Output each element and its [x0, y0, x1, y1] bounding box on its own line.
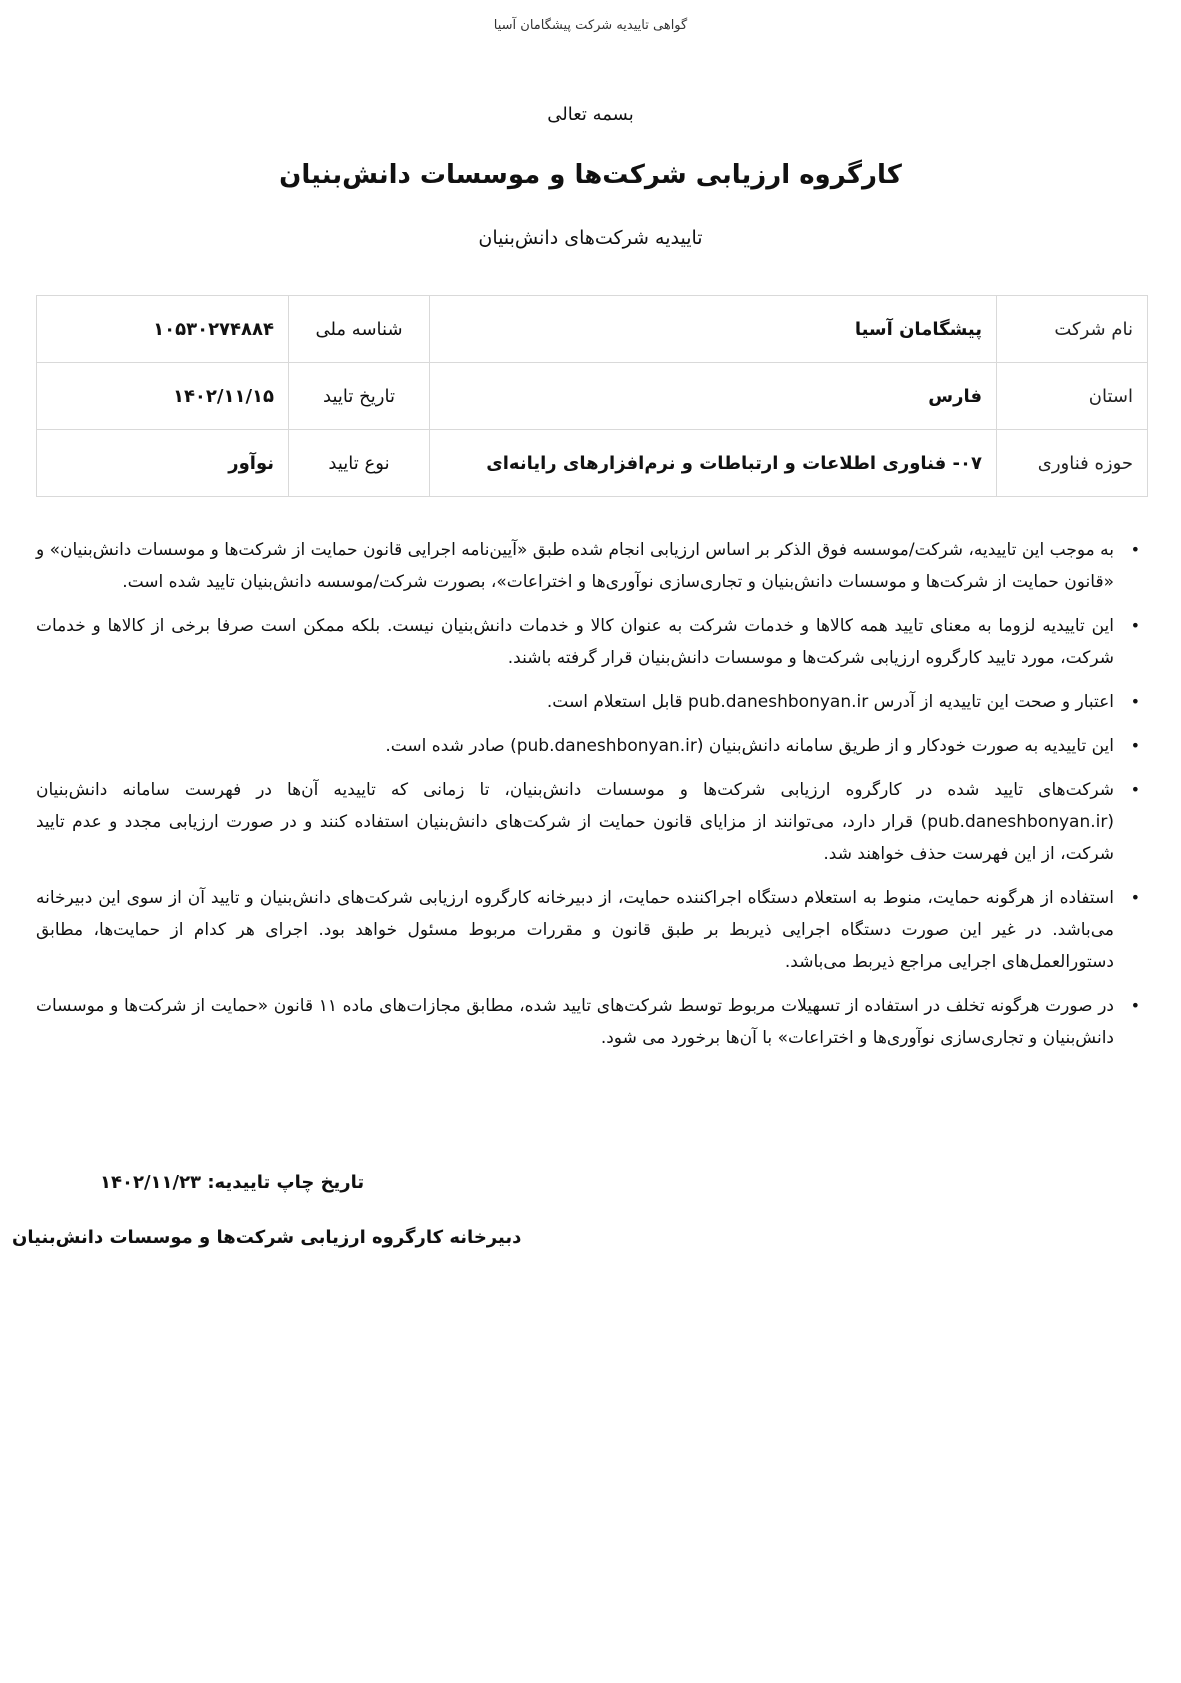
note-text: به موجب این تاییدیه، شرکت/موسسه فوق الذکر بر اساس ارزیابی انجام شده طبق «آیین‌نامه اجرایی قانون حمایت از شرکت‌ها و موسسات دانش‌بنیان» و «قانون حمایت از شرکت‌ها و موسسات دانش‌بنیان و تجاری‌سازی نوآوری‌ها و اختراعات»، بصورت شرکت/موسسه دانش‌بنیان تایید شده است.: [36, 540, 1114, 592]
header-caption: گواهی تاییدیه شرکت پیشگامان آسیا: [493, 18, 688, 33]
national-id-value: ۱۰۵۳۰۲۷۴۸۸۴: [37, 296, 289, 363]
province-value: فارس: [430, 363, 997, 430]
bullet-icon: •: [1130, 996, 1140, 1015]
bullet-icon: •: [1130, 692, 1140, 711]
note-text: این تاییدیه به صورت خودکار و از طریق سامانه دانش‌بنیان (pub.daneshbonyan.ir) صادر شده است.: [385, 736, 1114, 756]
approval-date-label: تاریخ تایید: [289, 363, 430, 430]
national-id-label: شناسه ملی: [289, 296, 430, 363]
table-row: [37, 430, 1148, 497]
note-text: اعتبار و صحت این تاییدیه از آدرس pub.daneshbonyan.ir قابل استعلام است.: [546, 692, 1114, 712]
list-item: [36, 686, 1140, 718]
list-item: [36, 610, 1140, 674]
page-subtitle: تاییدیه شرکت‌های دانش‌بنیان: [478, 227, 703, 249]
note-text: در صورت هرگونه تخلف در استفاده از تسهیلات مربوط توسط شرکت‌های تایید شده، مطابق مجازات‌های ماده ۱۱ قانون «حمایت از شرکت‌ها و موسسات دانش‌بنیان و تجاری‌سازی نوآوری‌ها و اختراعات» با آن‌ها برخورد می شود.: [36, 996, 1114, 1048]
approval-date-value: ۱۴۰۲/۱۱/۱۵: [37, 363, 289, 430]
list-item: [36, 882, 1140, 978]
tech-field-label: حوزه فناوری: [997, 430, 1148, 497]
company-info-table: [36, 295, 1148, 497]
note-text: استفاده از هرگونه حمایت، منوط به استعلام دستگاه اجراکننده حمایت، از دبیرخانه کارگروه ارزیابی شرکت‌های دانش‌بنیان و تایید آن از سوی این دبیرخانه می‌باشد. در غیر این صورت دستگاه اجرایی ذیربط بر طبق قانون و مقررات مربوط مسئول خواهد بود. اجرای هر کدام از حمایت‌ها، مطابق دستورالعمل‌های اجرایی مراجع ذیربط می‌باشد.: [36, 888, 1114, 972]
bullet-icon: •: [1130, 616, 1140, 635]
page-title: کارگروه ارزیابی شرکت‌ها و موسسات دانش‌بنیان: [279, 160, 902, 190]
print-date-label: تاریخ چاپ تاییدیه:: [207, 1172, 365, 1193]
note-text: شرکت‌های تایید شده در کارگروه ارزیابی شرکت‌ها و موسسات دانش‌بنیان، تا زمانی که تاییدیه آن‌ها در فهرست سامانه دانش‌بنیان (pub.daneshbonyan.ir) قرار دارد، می‌توانند از مزایای قانون حمایت از شرکت‌های دانش‌بنیان استفاده کنند و در صورت ارزیابی مجدد و عدم تایید شرکت، از این فهرست حذف خواهند شد.: [36, 780, 1114, 864]
bullet-icon: •: [1130, 736, 1140, 755]
list-item: [36, 990, 1140, 1054]
bullet-icon: •: [1130, 540, 1140, 559]
list-item: [36, 774, 1140, 870]
approval-type-value: نوآور: [37, 430, 289, 497]
bullet-icon: •: [1130, 780, 1140, 799]
company-name-value: پیشگامان آسیا: [430, 296, 997, 363]
tech-field-value: ۰۷- فناوری اطلاعات و ارتباطات و نرم‌افزارهای رایانه‌ای: [430, 430, 997, 497]
print-date-value: ۱۴۰۲/۱۱/۲۳: [100, 1172, 202, 1193]
bullet-icon: •: [1130, 888, 1140, 907]
approval-type-label: نوع تایید: [289, 430, 430, 497]
table-row: [37, 363, 1148, 430]
province-label: استان: [997, 363, 1148, 430]
list-item: [36, 534, 1140, 598]
basmala: بسمه تعالی: [547, 104, 634, 125]
table-row: [37, 296, 1148, 363]
note-text: این تاییدیه لزوما به معنای تایید همه کالاها و خدمات شرکت به عنوان کالا و خدمات دانش‌بنیان نیست. بلکه ممکن است صرفا برخی از کالاها و خدمات شرکت، مورد تایید کارگروه ارزیابی شرکت‌ها و موسسات دانش‌بنیان قرار گرفته باشند.: [36, 616, 1114, 668]
print-date: [100, 1172, 364, 1193]
company-name-label: نام شرکت: [997, 296, 1148, 363]
secretariat-signature: دبیرخانه کارگروه ارزیابی شرکت‌ها و موسسات دانش‌بنیان: [12, 1227, 522, 1248]
notes-list: [36, 534, 1146, 1066]
list-item: [36, 730, 1140, 762]
